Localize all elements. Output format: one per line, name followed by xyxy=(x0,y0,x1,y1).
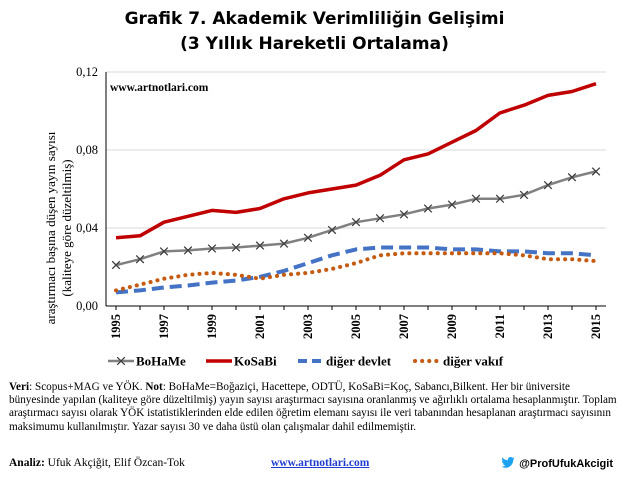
footnote-veri-label: Veri xyxy=(9,381,30,393)
twitter-icon xyxy=(501,457,515,468)
legend-item xyxy=(108,354,186,369)
legend-label: BoHaMe xyxy=(136,353,186,369)
y-axis-label-line1: araştırmacı başına düşen yayın sayısı xyxy=(43,131,58,325)
watermark-text: www.artnotlari.com xyxy=(110,82,209,94)
footnote xyxy=(9,381,621,434)
footnote-veri-text: : Scopus+MAG ve YÖK. xyxy=(29,381,143,393)
chart-title: Grafik 7. Akademik Verimliliğin Gelişimi xyxy=(124,9,505,29)
x-tick-label: 1995 xyxy=(109,314,123,339)
x-tick-label: 2009 xyxy=(445,314,459,339)
chart-subtitle: (3 Yıllık Hareketli Ortalama) xyxy=(180,34,449,54)
y-axis-label xyxy=(43,131,74,324)
legend-label: diğer vakıf xyxy=(443,353,504,369)
x-tick-label: 2015 xyxy=(589,314,603,339)
x-tick-label: 2005 xyxy=(349,314,363,339)
twitter-handle-text: @ProfUfukAkcigit xyxy=(519,458,613,470)
legend-item xyxy=(206,354,277,369)
x-tick-label: 2013 xyxy=(541,314,555,339)
website-link[interactable]: www.artnotlari.com xyxy=(271,457,370,469)
legend xyxy=(108,354,504,369)
twitter-handle[interactable] xyxy=(501,457,613,470)
series-lines xyxy=(112,84,600,293)
gridlines xyxy=(106,72,606,228)
axes xyxy=(76,65,606,339)
y-tick-label: 0,00 xyxy=(76,299,98,313)
y-axis-label-line2: (kaliteye göre düzeltilmiş) xyxy=(59,159,74,297)
analysis-credit xyxy=(9,457,185,469)
x-tick-label: 1997 xyxy=(157,314,171,339)
x-tick-label: 1999 xyxy=(205,314,219,339)
y-tick-label: 0,08 xyxy=(76,143,98,157)
analysis-authors: Ufuk Akçiğit, Elif Özcan-Tok xyxy=(47,457,185,469)
x-tick-label: 2001 xyxy=(253,314,267,339)
footnote-not-text: : BoHaMe=Boğaziçi, Hacettepe, ODTÜ, KoSaBi=Koç, Sabancı,Bilkent. Her bir üniversite bünyesinde yapılan (kaliteye göre düzeltilmiş) yayın sayısı araştırmacı sayısına oranlanmış ve ağırlıklı ortalama hesaplanmıştır. Toplam araştırmacı sayısı olarak YÖK istatistiklerinden elde edilen öğretim elemanı sayısı ile veri tabanından hesaplanan araştırmacı sayısının maksimumu kullanılmıştır. Yazar sayısı 30 ve daha üstü olan çalışmalar dahil edilmemiştir. xyxy=(9,381,617,433)
x-tick-label: 2007 xyxy=(397,314,411,339)
x-tick-label: 2011 xyxy=(493,314,507,339)
analysis-line xyxy=(9,457,621,473)
legend-item xyxy=(415,354,504,369)
legend-item xyxy=(298,354,392,369)
legend-label: diğer devlet xyxy=(326,353,392,369)
y-tick-label: 0,12 xyxy=(76,65,98,79)
x-tick-label: 2003 xyxy=(301,314,315,339)
legend-label: KoSaBi xyxy=(234,353,277,369)
analysis-label: Analiz: xyxy=(9,457,45,469)
series-line-KoSaBi xyxy=(116,84,596,238)
y-tick-label: 0,04 xyxy=(76,221,98,235)
footnote-not-label: Not xyxy=(145,381,163,393)
